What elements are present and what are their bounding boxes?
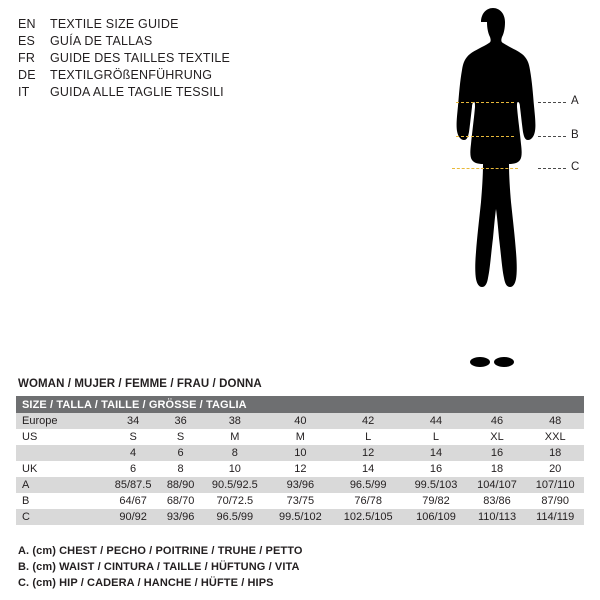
measurement-notes [18, 543, 578, 591]
waist-leader-line [538, 136, 566, 137]
row-label: B [16, 493, 106, 509]
table-cell: 87/90 [526, 493, 584, 509]
row-label: UK [16, 461, 106, 477]
table-cell: 99.5/102 [269, 509, 332, 525]
table-cell: 73/75 [269, 493, 332, 509]
title-row [18, 50, 318, 67]
table-cell: 20 [526, 461, 584, 477]
table-cell: 14 [404, 445, 467, 461]
table-cell: L [332, 429, 404, 445]
marker-label-a: A [571, 95, 579, 107]
note-waist: B. (cm) WAIST / CINTURA / TAILLE / HÜFTUNG / VITA [18, 561, 300, 573]
table-cell: 8 [201, 445, 269, 461]
table-cell: M [201, 429, 269, 445]
table-cell: 79/82 [404, 493, 467, 509]
title-lang-code: ES [18, 34, 36, 48]
table-group-title: WOMAN / MUJER / FEMME / FRAU / DONNA [18, 378, 262, 390]
table-cell: S [106, 429, 160, 445]
title-row [18, 33, 318, 50]
table-cell: S [160, 429, 201, 445]
table-header-label: SIZE / TALLA / TAILLE / GRÖSSE / TAGLIA [16, 396, 584, 413]
table-cell: 114/119 [526, 509, 584, 525]
table-cell: 46 [468, 413, 527, 429]
hip-guide-line [452, 168, 518, 169]
row-label: US [16, 429, 106, 445]
table-cell: 64/67 [106, 493, 160, 509]
table-cell: 4 [106, 445, 160, 461]
table-row [16, 477, 584, 493]
chest-leader-line [538, 102, 566, 103]
body-measurement-figure [408, 6, 598, 372]
table-cell: 38 [201, 413, 269, 429]
table-cell: 93/96 [160, 509, 201, 525]
table-cell: 99.5/103 [404, 477, 467, 493]
table-cell: 12 [269, 461, 332, 477]
table-cell: 18 [468, 461, 527, 477]
table-row [16, 429, 584, 445]
table-cell: 6 [160, 445, 201, 461]
table-cell: 36 [160, 413, 201, 429]
title-text: GUIDE DES TAILLES TEXTILE [50, 51, 231, 65]
table-cell: 16 [468, 445, 527, 461]
title-lang-code: IT [18, 85, 30, 99]
title-text: GUIDA ALLE TAGLIE TESSILI [50, 85, 224, 99]
size-table-block [16, 378, 584, 525]
size-table [16, 396, 584, 525]
table-row [16, 493, 584, 509]
table-cell: 8 [160, 461, 201, 477]
table-cell: 16 [404, 461, 467, 477]
note-hip: C. (cm) HIP / CADERA / HANCHE / HÜFTE / HIPS [18, 577, 274, 589]
table-row [16, 445, 584, 461]
table-cell: 10 [201, 461, 269, 477]
hip-leader-line [538, 168, 566, 169]
table-cell: 96.5/99 [332, 477, 404, 493]
title-text: TEXTILE SIZE GUIDE [50, 17, 179, 31]
table-cell: 12 [332, 445, 404, 461]
marker-label-c: C [571, 161, 580, 173]
table-cell: 85/87.5 [106, 477, 160, 493]
female-silhouette-icon [408, 6, 598, 372]
table-cell: 14 [332, 461, 404, 477]
table-cell: 6 [106, 461, 160, 477]
table-header-row [16, 396, 584, 413]
table-cell: M [269, 429, 332, 445]
table-row [16, 461, 584, 477]
title-row [18, 84, 318, 101]
table-row [16, 413, 584, 429]
note-chest: A. (cm) CHEST / PECHO / POITRINE / TRUHE / PETTO [18, 545, 303, 557]
table-cell: 70/72.5 [201, 493, 269, 509]
row-label: Europe [16, 413, 106, 429]
title-text: GUÍA DE TALLAS [50, 34, 153, 48]
table-cell: 44 [404, 413, 467, 429]
table-cell: 107/110 [526, 477, 584, 493]
table-cell: 96.5/99 [201, 509, 269, 525]
title-lang-code: DE [18, 68, 36, 82]
title-row [18, 16, 318, 33]
table-cell: 90/92 [106, 509, 160, 525]
table-cell: XXL [526, 429, 584, 445]
marker-label-b: B [571, 129, 579, 141]
table-cell: 34 [106, 413, 160, 429]
title-text: TEXTILGRÖßENFÜHRUNG [50, 68, 213, 82]
chest-guide-line [456, 102, 514, 103]
table-cell: 76/78 [332, 493, 404, 509]
language-titles [18, 16, 318, 101]
table-cell: 18 [526, 445, 584, 461]
title-lang-code: EN [18, 17, 36, 31]
table-cell: 10 [269, 445, 332, 461]
table-cell: 110/113 [468, 509, 527, 525]
table-cell: 93/96 [269, 477, 332, 493]
table-row [16, 509, 584, 525]
table-cell: 88/90 [160, 477, 201, 493]
table-cell: 104/107 [468, 477, 527, 493]
table-cell: 83/86 [468, 493, 527, 509]
row-label [16, 445, 106, 461]
table-cell: 48 [526, 413, 584, 429]
title-lang-code: FR [18, 51, 36, 65]
table-cell: 68/70 [160, 493, 201, 509]
table-cell: 106/109 [404, 509, 467, 525]
table-cell: 90.5/92.5 [201, 477, 269, 493]
row-label: C [16, 509, 106, 525]
table-cell: L [404, 429, 467, 445]
table-cell: XL [468, 429, 527, 445]
table-cell: 102.5/105 [332, 509, 404, 525]
table-cell: 42 [332, 413, 404, 429]
title-row [18, 67, 318, 84]
table-cell: 40 [269, 413, 332, 429]
row-label: A [16, 477, 106, 493]
waist-guide-line [456, 136, 514, 137]
